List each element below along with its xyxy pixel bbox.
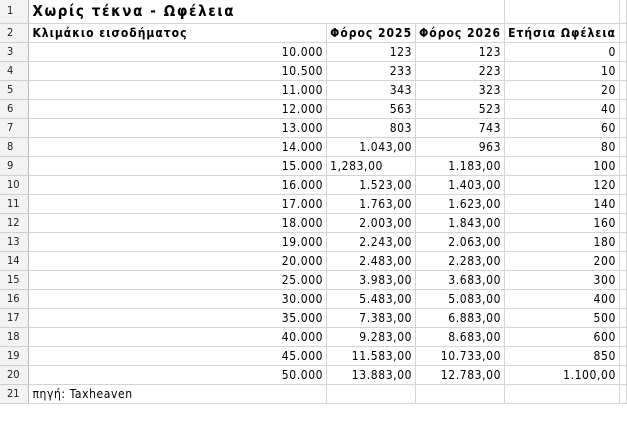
- income-cell[interactable]: 10.000: [29, 42, 327, 61]
- header-annual-benefit[interactable]: Ετήσια Ωφέλεια: [505, 23, 620, 42]
- income-cell[interactable]: 17.000: [29, 194, 327, 213]
- income-cell[interactable]: 30.000: [29, 289, 327, 308]
- benefit-cell[interactable]: 600: [505, 327, 620, 346]
- tax-2025-cell[interactable]: 1,283,00: [327, 156, 416, 175]
- tax-2026-cell[interactable]: 1.623,00: [416, 194, 505, 213]
- tax-2026-cell[interactable]: 1.183,00: [416, 156, 505, 175]
- income-cell[interactable]: 18.000: [29, 213, 327, 232]
- row-1: [0, 0, 627, 23]
- income-cell[interactable]: 50.000: [29, 365, 327, 384]
- benefit-cell[interactable]: 160: [505, 213, 620, 232]
- row-header[interactable]: 1: [0, 0, 29, 23]
- tax-2026-cell[interactable]: 743: [416, 118, 505, 137]
- tax-2025-cell[interactable]: 563: [327, 99, 416, 118]
- row-header[interactable]: 15: [0, 270, 29, 289]
- tax-2025-cell[interactable]: 2.003,00: [327, 213, 416, 232]
- table-row: [0, 251, 627, 270]
- cell[interactable]: [619, 270, 626, 289]
- tax-2026-cell[interactable]: 12.783,00: [416, 365, 505, 384]
- tax-2026-cell[interactable]: 1.403,00: [416, 175, 505, 194]
- cell[interactable]: [327, 384, 416, 403]
- source-note[interactable]: πηγή: Taxheaven: [29, 384, 327, 403]
- tax-2026-cell[interactable]: 223: [416, 61, 505, 80]
- tax-2025-cell[interactable]: 11.583,00: [327, 346, 416, 365]
- header-tax-2025[interactable]: Φόρος 2025: [327, 23, 416, 42]
- row-header[interactable]: 8: [0, 137, 29, 156]
- table-row: [0, 270, 627, 289]
- row-header[interactable]: 16: [0, 289, 29, 308]
- row-header[interactable]: 17: [0, 308, 29, 327]
- benefit-cell[interactable]: 180: [505, 232, 620, 251]
- tax-2026-cell[interactable]: 2.283,00: [416, 251, 505, 270]
- income-cell[interactable]: 16.000: [29, 175, 327, 194]
- cell[interactable]: [619, 99, 626, 118]
- row-header[interactable]: 11: [0, 194, 29, 213]
- tax-2026-cell[interactable]: 963: [416, 137, 505, 156]
- cell[interactable]: [619, 137, 626, 156]
- table-row: [0, 213, 627, 232]
- benefit-cell[interactable]: 850: [505, 346, 620, 365]
- tax-2025-cell[interactable]: 123: [327, 42, 416, 61]
- tax-2026-cell[interactable]: 323: [416, 80, 505, 99]
- income-cell[interactable]: 10.500: [29, 61, 327, 80]
- table-row: [0, 99, 627, 118]
- row-21: [0, 384, 627, 403]
- table-row: [0, 80, 627, 99]
- cell[interactable]: [619, 308, 626, 327]
- tax-2026-cell[interactable]: 1.843,00: [416, 213, 505, 232]
- cell[interactable]: [619, 118, 626, 137]
- table-row: [0, 365, 627, 384]
- tax-2026-cell[interactable]: 523: [416, 99, 505, 118]
- cell[interactable]: [619, 365, 626, 384]
- tax-2025-cell[interactable]: 1.523,00: [327, 175, 416, 194]
- header-tax-2026[interactable]: Φόρος 2026: [416, 23, 505, 42]
- income-cell[interactable]: 12.000: [29, 99, 327, 118]
- cell[interactable]: [619, 156, 626, 175]
- tax-2025-cell[interactable]: 803: [327, 118, 416, 137]
- row-header[interactable]: 13: [0, 232, 29, 251]
- header-income-bracket[interactable]: Κλιμάκιο εισοδήματος: [29, 23, 327, 42]
- row-header[interactable]: 19: [0, 346, 29, 365]
- benefit-cell[interactable]: 120: [505, 175, 620, 194]
- tax-2025-cell[interactable]: 1.043,00: [327, 137, 416, 156]
- cell[interactable]: [619, 289, 626, 308]
- benefit-cell[interactable]: 500: [505, 308, 620, 327]
- tax-2025-cell[interactable]: 13.883,00: [327, 365, 416, 384]
- cell[interactable]: [619, 213, 626, 232]
- row-header[interactable]: 20: [0, 365, 29, 384]
- tax-2026-cell[interactable]: 6.883,00: [416, 308, 505, 327]
- benefit-cell[interactable]: 100: [505, 156, 620, 175]
- benefit-cell[interactable]: 0: [505, 42, 620, 61]
- benefit-cell[interactable]: 400: [505, 289, 620, 308]
- cell[interactable]: [619, 346, 626, 365]
- benefit-cell[interactable]: 300: [505, 270, 620, 289]
- benefit-cell[interactable]: 140: [505, 194, 620, 213]
- table-row: [0, 175, 627, 194]
- row-header[interactable]: 14: [0, 251, 29, 270]
- tax-2025-cell[interactable]: 7.383,00: [327, 308, 416, 327]
- benefit-cell[interactable]: 80: [505, 137, 620, 156]
- table-row: [0, 156, 627, 175]
- tax-2025-cell[interactable]: 3.983,00: [327, 270, 416, 289]
- cell[interactable]: [619, 61, 626, 80]
- income-cell[interactable]: 14.000: [29, 137, 327, 156]
- income-cell[interactable]: 35.000: [29, 308, 327, 327]
- cell[interactable]: [619, 0, 626, 23]
- cell[interactable]: [505, 0, 620, 23]
- table-row: [0, 308, 627, 327]
- table-row: [0, 42, 627, 61]
- cell[interactable]: [619, 232, 626, 251]
- benefit-cell[interactable]: 1.100,00: [505, 365, 620, 384]
- tax-2025-cell[interactable]: 233: [327, 61, 416, 80]
- table-row: [0, 327, 627, 346]
- benefit-cell[interactable]: 200: [505, 251, 620, 270]
- row-header[interactable]: 9: [0, 156, 29, 175]
- cell[interactable]: [619, 80, 626, 99]
- cell[interactable]: [619, 327, 626, 346]
- row-header[interactable]: 7: [0, 118, 29, 137]
- table-row: [0, 118, 627, 137]
- income-cell[interactable]: 11.000: [29, 80, 327, 99]
- table-row: [0, 346, 627, 365]
- row-header[interactable]: 21: [0, 384, 29, 403]
- tax-2025-cell[interactable]: 2.243,00: [327, 232, 416, 251]
- tax-2026-cell[interactable]: 10.733,00: [416, 346, 505, 365]
- cell[interactable]: [416, 384, 505, 403]
- row-2: [0, 23, 627, 42]
- tax-2026-cell[interactable]: 8.683,00: [416, 327, 505, 346]
- income-cell[interactable]: 15.000: [29, 156, 327, 175]
- table-row: [0, 289, 627, 308]
- benefit-cell[interactable]: 40: [505, 99, 620, 118]
- tax-2026-cell[interactable]: 2.063,00: [416, 232, 505, 251]
- cell[interactable]: [619, 194, 626, 213]
- income-cell[interactable]: 13.000: [29, 118, 327, 137]
- table-row: [0, 137, 627, 156]
- row-header[interactable]: 12: [0, 213, 29, 232]
- cell[interactable]: [619, 175, 626, 194]
- tax-2026-cell[interactable]: 3.683,00: [416, 270, 505, 289]
- tax-2025-cell[interactable]: 2.483,00: [327, 251, 416, 270]
- sheet-title[interactable]: Χωρίς τέκνα - Ωφέλεια: [29, 0, 505, 23]
- tax-2025-cell[interactable]: 343: [327, 80, 416, 99]
- tax-2025-cell[interactable]: 5.483,00: [327, 289, 416, 308]
- cell[interactable]: [619, 384, 626, 403]
- tax-2025-cell[interactable]: 9.283,00: [327, 327, 416, 346]
- row-header[interactable]: 10: [0, 175, 29, 194]
- row-header[interactable]: 2: [0, 23, 29, 42]
- tax-2025-cell[interactable]: 1.763,00: [327, 194, 416, 213]
- cell[interactable]: [619, 42, 626, 61]
- cell[interactable]: [505, 384, 620, 403]
- cell[interactable]: [619, 23, 626, 42]
- benefit-cell[interactable]: 20: [505, 80, 620, 99]
- row-header[interactable]: 3: [0, 42, 29, 61]
- benefit-cell[interactable]: 10: [505, 61, 620, 80]
- row-header[interactable]: 5: [0, 80, 29, 99]
- cell[interactable]: [619, 251, 626, 270]
- table-row: [0, 194, 627, 213]
- income-cell[interactable]: 40.000: [29, 327, 327, 346]
- income-cell[interactable]: 25.000: [29, 270, 327, 289]
- benefit-cell[interactable]: 60: [505, 118, 620, 137]
- income-cell[interactable]: 45.000: [29, 346, 327, 365]
- income-cell[interactable]: 19.000: [29, 232, 327, 251]
- tax-2026-cell[interactable]: 123: [416, 42, 505, 61]
- table-row: [0, 232, 627, 251]
- row-header[interactable]: 18: [0, 327, 29, 346]
- row-header[interactable]: 4: [0, 61, 29, 80]
- tax-2026-cell[interactable]: 5.083,00: [416, 289, 505, 308]
- income-cell[interactable]: 20.000: [29, 251, 327, 270]
- row-header[interactable]: 6: [0, 99, 29, 118]
- table-row: [0, 61, 627, 80]
